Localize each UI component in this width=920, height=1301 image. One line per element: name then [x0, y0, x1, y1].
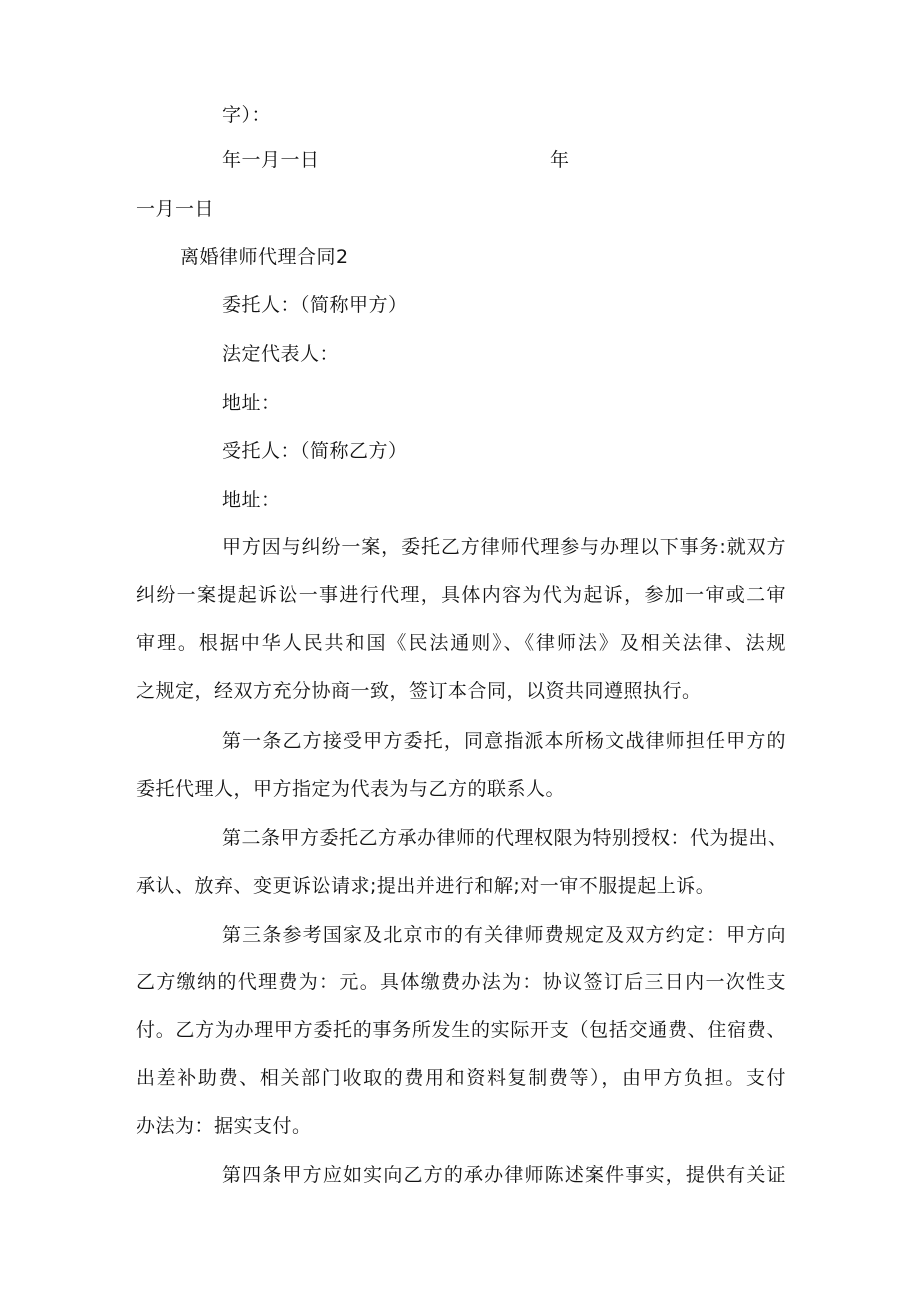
article-3-line: 乙方缴纳的代理费为：元。具体缴费办法为：协议签订后三日内一次性支 — [136, 971, 786, 993]
intro-line: 纠纷一案提起诉讼一事进行代理，具体内容为代为起诉，参加一审或二审 — [136, 584, 786, 606]
article-3-line: 付。乙方为办理甲方委托的事务所发生的实际开支（包括交通费、住宿费、 — [136, 1019, 786, 1041]
date-line-left: 年一月一日 — [222, 149, 320, 171]
principal-field: 委托人：（简称甲方） — [222, 294, 408, 316]
line-signature-suffix: 字）： — [222, 104, 272, 126]
article-3-line: 办法为：据实支付。 — [136, 1115, 312, 1137]
article-4-line: 第四条甲方应如实向乙方的承办律师陈述案件事实，提供有关证 — [222, 1164, 786, 1186]
article-3-line: 第三条参考国家及北京市的有关律师费规定及双方约定：甲方向 — [222, 924, 786, 946]
article-1-line: 委托代理人，甲方指定为代表为与乙方的联系人。 — [136, 778, 566, 800]
intro-line: 审理。根据中华人民共和国《民法通则》、《律师法》及相关法律、法规 — [136, 632, 786, 654]
article-2-line: 承认、放弃、变更诉讼请求;提出并进行和解;对一审不服提起上诉。 — [136, 875, 716, 897]
agent-field: 受托人：（简称乙方） — [222, 440, 408, 462]
intro-line: 之规定，经双方充分协商一致，签订本合同，以资共同遵照执行。 — [136, 680, 702, 702]
date-line-right-year: 年 — [550, 149, 570, 171]
legal-representative-field: 法定代表人： — [222, 343, 340, 365]
article-2-line: 第二条甲方委托乙方承办律师的代理权限为特别授权：代为提出、 — [222, 827, 788, 849]
document-title: 离婚律师代理合同2 — [180, 246, 349, 268]
article-3-line: 出差补助费、相关部门收取的费用和资料复制费等），由甲方负担。支付 — [136, 1067, 786, 1089]
agent-address-field: 地址： — [222, 489, 281, 511]
intro-line: 甲方因与纠纷一案，委托乙方律师代理参与办理以下事务:就双方 — [222, 536, 786, 558]
principal-address-field: 地址： — [222, 392, 281, 414]
article-1-line: 第一条乙方接受甲方委托，同意指派本所杨文战律师担任甲方的 — [222, 730, 786, 752]
date-line-continued: 一月一日 — [136, 198, 215, 220]
